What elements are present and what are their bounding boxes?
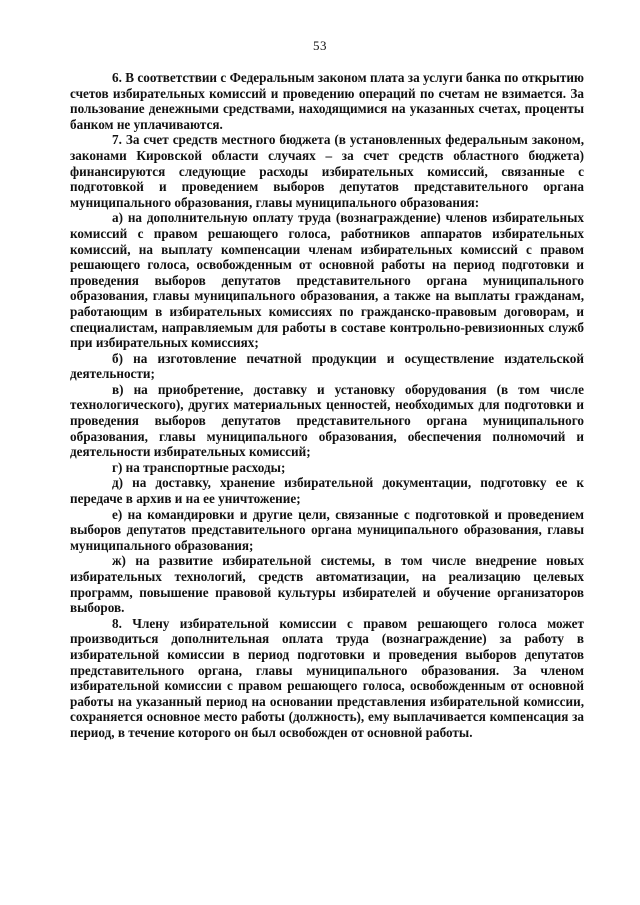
paragraph-7-e: е) на командировки и другие цели, связанные с подготовкой и проведением выборов депутатов представительного органа муниципального образования, главы муниципального образования; (70, 506, 584, 553)
paragraph-7-g: г) на транспортные расходы; (112, 459, 286, 475)
paragraph-8: 8. Члену избирательной комиссии с правом решающего голоса может производиться дополнительная оплата труда (вознаграждение) за работу в избирательной комиссии в период подготовки и проведения выборов депутатов представительного органа, главы муниципального образования. За членом избирательной комиссии с правом решающего голоса, освобожденным от основной работы на указанный период на основании представления избирательной комиссии, сохраняется основное место работы (должность), ему выплачивается компенсация за период, в течение которого он был освобожден от основной работы. (70, 615, 584, 740)
document-body (70, 70, 584, 741)
paragraph-7-b: б) на изготовление печатной продукции и осуществление издательской деятельности; (70, 350, 584, 382)
page-number: 53 (313, 38, 327, 53)
paragraph-7: 7. За счет средств местного бюджета (в установленных федеральным законом, законами Кировской области случаях – за счет средств областного бюджета) финансируются следующие расходы избирательных комиссий, связанные с подготовкой и проведением выборов депутатов представительного органа муниципального образования, главы муниципального образования: (70, 132, 584, 210)
paragraph-7-v: в) на приобретение, доставку и установку оборудования (в том числе технологического), других материальных ценностей, необходимых для подготовки и проведения выборов депутатов представительного органа муниципального образования, главы муниципального образования, обеспечения полномочий и деятельности избирательных комиссий; (70, 381, 584, 460)
paragraph-7-d: д) на доставку, хранение избирательной документации, подготовку ее к передаче в архив и на ее уничтожение; (70, 475, 584, 507)
paragraph-6: 6. В соответствии с Федеральным законом плата за услуги банка по открытию счетов избирательных комиссий и проведению операций по счетам не взимается. За пользование денежными средствами, находящимися на указанных счетах, проценты банком не уплачиваются. (70, 70, 584, 132)
paragraph-7-zh: ж) на развитие избирательной системы, в том числе внедрение новых избирательных технологий, средств автоматизации, на реализацию целевых программ, повышение правовой культуры избирателей и обучение организаторов выборов. (70, 553, 584, 616)
paragraph-7-a: а) на дополнительную оплату труда (вознаграждение) членов избирательных комиссий с правом решающего голоса, работников аппаратов избирательных комиссий, на выплату компенсации членам избирательных комиссий с правом решающего голоса, освобожденным от основной работы на период подготовки и проведения выборов депутатов представительного органа муниципального образования, главы муниципального образования, а также на выплаты гражданам, работающим в избирательных комиссиях по гражданско-правовым договорам, и специалистам, направляемым для работы в составе контрольно-ревизионных служб при избирательных комиссиях; (70, 210, 584, 351)
